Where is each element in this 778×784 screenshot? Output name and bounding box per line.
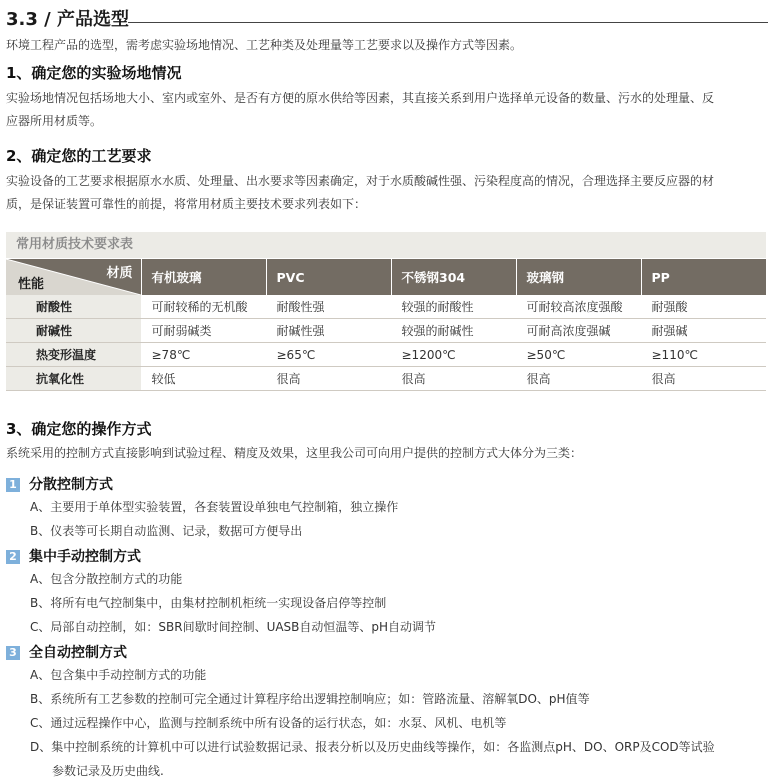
- part1-heading: 1、确定您的实验场地情况: [6, 64, 182, 82]
- row-label: 耐碱性: [6, 319, 141, 343]
- mode-item: A、主要用于单体型实验装置，各套装置设单独电气控制箱，独立操作: [30, 500, 399, 514]
- part2-line1: 实验设备的工艺要求根据原水水质、处理量、出水要求等因素确定，对于水质酸碱性强、污染程度高的情况，合理选择主要反应器的材: [6, 174, 715, 188]
- table-cell: 可耐较高浓度强酸: [516, 295, 641, 319]
- table-cell: 可耐弱碱类: [141, 319, 266, 343]
- mode-item: A、包含集中手动控制方式的功能: [30, 668, 207, 682]
- table-cell: ≥1200℃: [391, 343, 516, 367]
- table-header-row: [6, 259, 766, 295]
- mode-title: 分散控制方式: [29, 477, 113, 493]
- table-row: [6, 343, 766, 367]
- mode-item: B、仪表等可长期自动监测、记录，数据可方便导出: [30, 524, 303, 538]
- table-cell: ≥50℃: [516, 343, 641, 367]
- table-row: [6, 367, 766, 391]
- part1-line1: 实验场地情况包括场地大小、室内或室外、是否有方便的原水供给等因素，其直接关系到用户选择单元设备的数量、污水的处理量、反: [6, 91, 715, 105]
- mode-number-badge: 2: [6, 550, 20, 564]
- column-header: 不锈钢304: [391, 259, 516, 295]
- table-cell: 较强的耐碱性: [391, 319, 516, 343]
- table-cell: 很高: [641, 367, 766, 391]
- mode-heading: [6, 642, 127, 662]
- column-header: 有机玻璃: [141, 259, 266, 295]
- table-cell: ≥78℃: [141, 343, 266, 367]
- corner-label-material: 材质: [106, 266, 133, 281]
- table-cell: 很高: [516, 367, 641, 391]
- part2-heading: 2、确定您的工艺要求: [6, 147, 152, 165]
- mode-heading: [6, 474, 113, 494]
- corner-label-property: 性能: [18, 277, 45, 292]
- title-divider: [128, 22, 768, 23]
- column-header: PVC: [266, 259, 391, 295]
- column-header: PP: [641, 259, 766, 295]
- section-intro: 环境工程产品的选型，需考虑实验场地情况、工艺种类及处理量等工艺要求以及操作方式等因素。: [6, 38, 523, 52]
- part1-line2: 应器所用材质等。: [6, 114, 103, 128]
- mode-item: C、局部自动控制，如：SBR间歇时间控制、UASB自动恒温等、pH自动调节: [30, 620, 437, 634]
- table-cell: 耐酸性强: [266, 295, 391, 319]
- materials-table: [6, 259, 766, 391]
- mode-heading: [6, 546, 141, 566]
- table-cell: 可耐较稀的无机酸: [141, 295, 266, 319]
- table-cell: 耐强酸: [641, 295, 766, 319]
- table-cell: 很高: [391, 367, 516, 391]
- table-cell: 较低: [141, 367, 266, 391]
- table-corner-cell: [6, 259, 141, 295]
- part2-line2: 质，是保证装置可靠性的前提，将常用材质主要技术要求列表如下：: [6, 197, 367, 211]
- table-cell: 耐强碱: [641, 319, 766, 343]
- mode-item: C、通过远程操作中心，监测与控制系统中所有设备的运行状态，如：水泵、风机、电机等: [30, 716, 507, 730]
- section-title: 3.3 / 产品选型: [6, 9, 129, 30]
- table-cell: 较强的耐酸性: [391, 295, 516, 319]
- part3-heading: 3、确定您的操作方式: [6, 420, 152, 438]
- materials-table-block: [6, 232, 766, 391]
- table-caption: 常用材质技术要求表: [6, 232, 766, 258]
- table-cell: ≥110℃: [641, 343, 766, 367]
- table-cell: 耐碱性强: [266, 319, 391, 343]
- row-label: 热变形温度: [6, 343, 141, 367]
- mode-number-badge: 3: [6, 646, 20, 660]
- row-label: 抗氧化性: [6, 367, 141, 391]
- table-row: [6, 319, 766, 343]
- mode-title: 集中手动控制方式: [29, 549, 141, 565]
- row-label: 耐酸性: [6, 295, 141, 319]
- mode-item: D、集中控制系统的计算机中可以进行试验数据记录、报表分析以及历史曲线等操作，如：各监测点pH、DO、ORP及COD等试验: [30, 740, 715, 754]
- mode-item: A、包含分散控制方式的功能: [30, 572, 183, 586]
- table-cell: 很高: [266, 367, 391, 391]
- part3-intro: 系统采用的控制方式直接影响到试验过程、精度及效果，这里我公司可向用户提供的控制方式大体分为三类：: [6, 446, 583, 460]
- mode-title: 全自动控制方式: [29, 645, 127, 661]
- table-cell: 可耐高浓度强碱: [516, 319, 641, 343]
- table-row: [6, 295, 766, 319]
- mode-item: B、将所有电气控制集中，由集材控制机柜统一实现设备启停等控制: [30, 596, 387, 610]
- mode-item: B、系统所有工艺参数的控制可完全通过计算程序给出逻辑控制响应；如：管路流量、溶解氧DO、pH值等: [30, 692, 590, 706]
- column-header: 玻璃钢: [516, 259, 641, 295]
- table-cell: ≥65℃: [266, 343, 391, 367]
- mode-number-badge: 1: [6, 478, 20, 492]
- mode-item-continuation: 参数记录及历史曲线.: [52, 764, 164, 778]
